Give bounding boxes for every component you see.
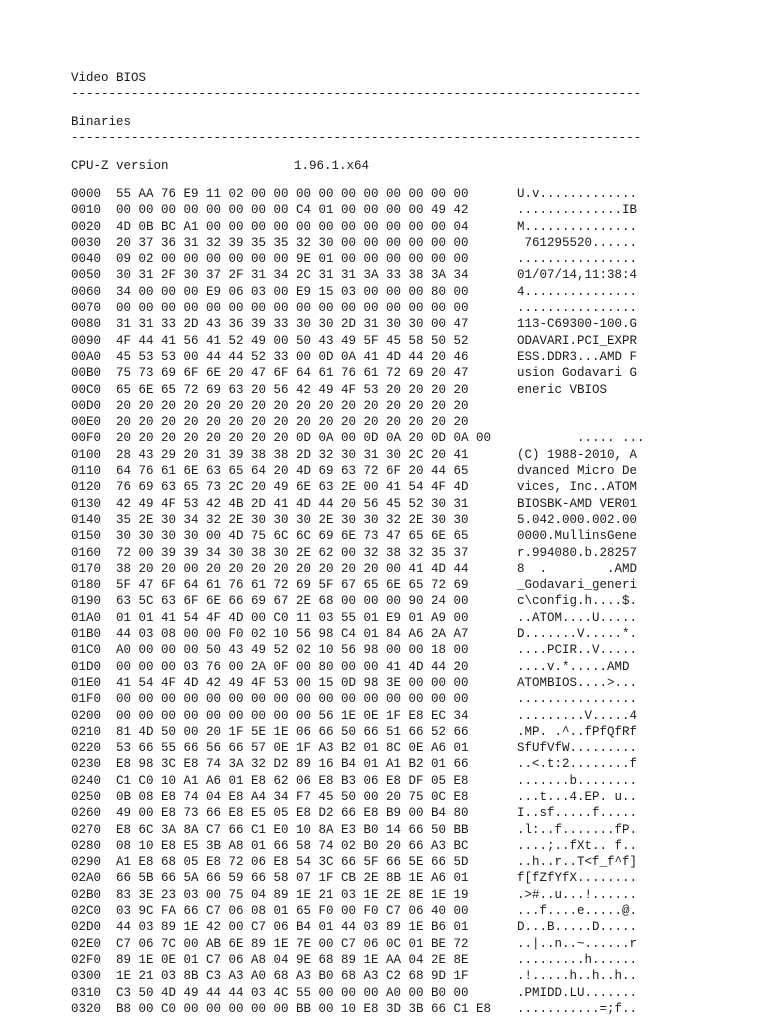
- hex-address: 01F0: [71, 692, 102, 707]
- hex-address: 0030: [71, 235, 102, 250]
- hex-row: [71, 251, 711, 267]
- hex-ascii: 0000.MullinsGene: [517, 529, 638, 544]
- hex-address: 0020: [71, 219, 102, 234]
- hex-address: 01B0: [71, 627, 102, 642]
- hex-address: 00C0: [71, 382, 102, 397]
- hex-row: [71, 398, 711, 414]
- hex-ascii: ..h..r..T<f_f^f]: [517, 855, 638, 870]
- hex-row: [71, 936, 711, 952]
- hex-ascii: [517, 414, 657, 430]
- hex-bytes: 49 00 E8 73 66 E8 E5 05 E8 D2 66 E8 B9 00 B4 80: [116, 806, 469, 821]
- hex-address: 0070: [71, 301, 102, 316]
- hex-row: [71, 740, 711, 756]
- hex-bytes: 31 31 33 2D 43 36 39 33 30 30 2D 31 30 30 00 47: [116, 317, 469, 332]
- hex-row: [71, 447, 711, 463]
- hex-address: 02D0: [71, 920, 102, 935]
- hex-row: [71, 479, 711, 495]
- hex-bytes: 00 00 00 00 00 00 00 00 00 00 00 00 00 00 00 00: [116, 692, 469, 707]
- hex-ascii: ................: [517, 252, 638, 267]
- hex-ascii: (C) 1988-2010, A: [517, 447, 638, 462]
- hex-ascii: f[fZfYfX........: [517, 871, 638, 886]
- hex-address: 01D0: [71, 659, 102, 674]
- hex-address: 0230: [71, 757, 102, 772]
- hex-address: 0180: [71, 578, 102, 593]
- hex-ascii: ....PCIR..V.....: [517, 643, 638, 658]
- hex-ascii: dvanced Micro De: [517, 464, 638, 479]
- hex-bytes: 5F 47 6F 64 61 76 61 72 69 5F 67 65 6E 65 72 69: [116, 578, 469, 593]
- hex-ascii: vices, Inc..ATOM: [517, 480, 638, 495]
- hex-bytes: 00 00 00 03 76 00 2A 0F 00 80 00 00 41 4D 44 20: [116, 659, 469, 674]
- hex-ascii: ATOMBIOS....>...: [517, 675, 638, 690]
- hex-bytes: 55 AA 76 E9 11 02 00 00 00 00 00 00 00 00 00 00: [116, 187, 469, 201]
- hex-address: 0210: [71, 724, 102, 739]
- hex-bytes: 75 73 69 6F 6E 20 47 6F 64 61 76 61 72 69 20 47: [116, 366, 469, 381]
- hex-bytes: A0 00 00 00 50 43 49 52 02 10 56 98 00 00 18 00: [116, 643, 469, 658]
- hex-row: [71, 349, 711, 365]
- hex-bytes: 01 01 41 54 4F 4D 00 C0 11 03 55 01 E9 01 A9 00: [116, 610, 469, 625]
- hex-ascii: _Godavari_generi: [517, 578, 638, 593]
- hex-address: 0200: [71, 708, 102, 723]
- hex-row: [71, 545, 711, 561]
- hex-ascii: ESS.DDR3...AMD F: [517, 349, 638, 364]
- hex-address: 02E0: [71, 936, 102, 951]
- hex-bytes: 00 00 00 00 00 00 00 00 C4 01 00 00 00 00 49 42: [116, 203, 469, 218]
- hex-row: [71, 805, 711, 821]
- hex-ascii: r.994080.b.28257: [517, 545, 638, 560]
- hex-row: [71, 267, 711, 283]
- hex-bytes: 09 02 00 00 00 00 00 00 9E 01 00 00 00 00 00 00: [116, 252, 469, 267]
- hex-ascii: .!.....h..h..h..: [517, 969, 638, 984]
- hex-address: 0170: [71, 561, 102, 576]
- hex-row: [71, 382, 711, 398]
- hex-address: 0040: [71, 252, 102, 267]
- hex-ascii: 01/07/14,11:38:4: [517, 268, 638, 283]
- hex-address: 0260: [71, 806, 102, 821]
- hex-row: [71, 365, 711, 381]
- hex-ascii: ..<.t:2........f: [517, 757, 638, 772]
- hex-ascii: ................: [517, 692, 638, 707]
- hex-row: [71, 691, 711, 707]
- hex-row: [71, 316, 711, 332]
- hex-ascii: ...........=;f..: [517, 1001, 638, 1016]
- hex-ascii: .l:..f.......fP.: [517, 822, 638, 837]
- hex-bytes: 28 43 29 20 31 39 38 38 2D 32 30 31 30 2C 20 41: [116, 447, 469, 462]
- hex-address: 0100: [71, 447, 102, 462]
- hex-row: [71, 952, 711, 968]
- hex-bytes: 64 76 61 6E 63 65 64 20 4D 69 63 72 6F 20 44 65: [116, 464, 469, 479]
- cpuz-version-row: [71, 158, 711, 174]
- hex-bytes: C3 50 4D 49 44 44 03 4C 55 00 00 00 A0 00 B0 00: [116, 985, 469, 1000]
- hex-address: 0050: [71, 268, 102, 283]
- hex-bytes: 03 9C FA 66 C7 06 08 01 65 F0 00 F0 C7 06 40 00: [116, 904, 469, 919]
- section-rule: ----------------------------------------------------------------------------: [71, 87, 642, 101]
- hex-bytes: 30 31 2F 30 37 2F 31 34 2C 31 31 3A 33 38 3A 34: [116, 268, 469, 283]
- hex-bytes: 20 20 20 20 20 20 20 20 0D 0A 00 0D 0A 20 0D 0A 00: [116, 431, 492, 446]
- hex-ascii: .>#..u...!......: [517, 887, 638, 902]
- hex-address: 01A0: [71, 610, 102, 625]
- hex-bytes: B8 00 C0 00 00 00 00 00 BB 00 10 E8 3D 3B 66 C1 E8: [116, 1001, 492, 1016]
- hex-bytes: 63 5C 63 6F 6E 66 69 67 2E 68 00 00 00 90 24 00: [116, 594, 469, 609]
- hex-address: 0290: [71, 855, 102, 870]
- hex-ascii: 4...............: [517, 284, 638, 299]
- hex-bytes: 00 00 00 00 00 00 00 00 00 56 1E 0E 1F E8 EC 34: [116, 708, 469, 723]
- hex-address: 0270: [71, 822, 102, 837]
- hex-bytes: 42 49 4F 53 42 4B 2D 41 4D 44 20 56 45 52 30 31: [116, 496, 469, 511]
- hex-address: 0320: [71, 1001, 102, 1016]
- hex-address: 01E0: [71, 675, 102, 690]
- hex-address: 0300: [71, 969, 102, 984]
- hex-bytes: 81 4D 50 00 20 1F 5E 1E 06 66 50 66 51 66 52 66: [116, 724, 469, 739]
- hex-bytes: 20 20 20 20 20 20 20 20 20 20 20 20 20 20 20 20: [116, 398, 469, 413]
- hex-ascii: ....v.*.....AMD: [517, 659, 638, 674]
- hex-address: 0120: [71, 480, 102, 495]
- hex-row: [71, 724, 711, 740]
- hex-ascii: 8 . .AMD: [517, 561, 638, 576]
- hex-row: [71, 577, 711, 593]
- hex-ascii: ...t...4.EP. u..: [517, 789, 638, 804]
- hex-ascii: M...............: [517, 219, 638, 234]
- hex-row: [71, 284, 711, 300]
- hex-row: [71, 512, 711, 528]
- hex-row: [71, 985, 711, 1001]
- hex-ascii: 5.042.000.002.00: [517, 512, 638, 527]
- hex-bytes: 44 03 08 00 00 F0 02 10 56 98 C4 01 84 A6 2A A7: [116, 627, 469, 642]
- hex-address: 0310: [71, 985, 102, 1000]
- hex-bytes: 76 69 63 65 73 2C 20 49 6E 63 2E 00 41 54 4F 4D: [116, 480, 469, 495]
- hex-ascii: .........V.....4: [517, 708, 638, 723]
- hex-ascii: .........h......: [517, 952, 638, 967]
- hex-ascii: SfUfVfW.........: [517, 741, 638, 756]
- document-page: [71, 70, 711, 1017]
- hex-address: 0130: [71, 496, 102, 511]
- hex-bytes: 41 54 4F 4D 42 49 4F 53 00 15 0D 98 3E 00 00 00: [116, 675, 469, 690]
- hex-row: [71, 528, 711, 544]
- hex-address: 02C0: [71, 904, 102, 919]
- hex-bytes: 4D 0B BC A1 00 00 00 00 00 00 00 00 00 00 00 04: [116, 219, 469, 234]
- hex-row: [71, 333, 711, 349]
- hex-row: [71, 186, 711, 202]
- hex-row: [71, 496, 711, 512]
- hex-row: [71, 202, 711, 218]
- hex-address: 0280: [71, 838, 102, 853]
- hex-dump: [71, 186, 711, 1017]
- hex-bytes: E8 6C 3A 8A C7 66 C1 E0 10 8A E3 B0 14 66 50 BB: [116, 822, 469, 837]
- hex-row: [71, 789, 711, 805]
- hex-address: 0140: [71, 512, 102, 527]
- hex-ascii: I..sf.....f.....: [517, 806, 638, 821]
- hex-ascii: ................: [517, 301, 638, 316]
- hex-bytes: 20 20 20 20 20 20 20 20 20 20 20 20 20 20 20 20: [116, 415, 469, 430]
- hex-address: 0110: [71, 464, 102, 479]
- hex-ascii: ..... ...: [517, 431, 645, 446]
- hex-ascii: ODAVARI.PCI_EXPR: [517, 333, 638, 348]
- hex-address: 0150: [71, 529, 102, 544]
- hex-row: [71, 463, 711, 479]
- hex-bytes: 0B 08 E8 74 04 E8 A4 34 F7 45 50 00 20 75 0C E8: [116, 789, 469, 804]
- hex-ascii: ..............IB: [517, 203, 638, 218]
- hex-address: 0190: [71, 594, 102, 609]
- hex-bytes: A1 E8 68 05 E8 72 06 E8 54 3C 66 5F 66 5E 66 5D: [116, 855, 469, 870]
- hex-row: [71, 887, 711, 903]
- hex-ascii: .......b........: [517, 773, 638, 788]
- hex-row: [71, 561, 711, 577]
- hex-row: [71, 610, 711, 626]
- cpuz-version-value: 1.96.1.x64: [294, 159, 370, 173]
- hex-bytes: 45 53 53 00 44 44 52 33 00 0D 0A 41 4D 44 20 46: [116, 349, 469, 364]
- hex-row: [71, 675, 711, 691]
- hex-ascii: ..ATOM....U.....: [517, 610, 638, 625]
- hex-address: 00B0: [71, 366, 102, 381]
- hex-address: 01C0: [71, 643, 102, 658]
- hex-row: [71, 414, 711, 430]
- hex-address: 0000: [71, 187, 102, 201]
- hex-bytes: 44 03 89 1E 42 00 C7 06 B4 01 44 03 89 1E B6 01: [116, 920, 469, 935]
- hex-address: 0060: [71, 284, 102, 299]
- hex-address: 0010: [71, 203, 102, 218]
- hex-ascii: eneric VBIOS: [517, 382, 608, 397]
- section-rule: ----------------------------------------------------------------------------: [71, 131, 642, 145]
- hex-address: 0250: [71, 789, 102, 804]
- hex-row: [71, 659, 711, 675]
- hex-bytes: C7 06 7C 00 AB 6E 89 1E 7E 00 C7 06 0C 01 BE 72: [116, 936, 469, 951]
- hex-bytes: 30 30 30 30 00 4D 75 6C 6C 69 6E 73 47 65 6E 65: [116, 529, 469, 544]
- hex-row: [71, 300, 711, 316]
- hex-row: [71, 838, 711, 854]
- hex-bytes: 35 2E 30 34 32 2E 30 30 30 2E 30 30 32 2E 30 30: [116, 512, 469, 527]
- hex-bytes: 65 6E 65 72 69 63 20 56 42 49 4F 53 20 20 20 20: [116, 382, 469, 397]
- hex-bytes: 72 00 39 39 34 30 38 30 2E 62 00 32 38 32 35 37: [116, 545, 469, 560]
- hex-bytes: 00 00 00 00 00 00 00 00 00 00 00 00 00 00 00 00: [116, 301, 469, 316]
- hex-bytes: 53 66 55 66 56 66 57 0E 1F A3 B2 01 8C 0E A6 01: [116, 741, 469, 756]
- hex-row: [71, 642, 711, 658]
- hex-address: 00A0: [71, 349, 102, 364]
- hex-address: 02B0: [71, 887, 102, 902]
- hex-row: [71, 903, 711, 919]
- hex-ascii: [517, 398, 657, 414]
- hex-address: 0080: [71, 317, 102, 332]
- hex-row: [71, 1001, 711, 1017]
- hex-row: [71, 919, 711, 935]
- hex-row: [71, 870, 711, 886]
- hex-ascii: D.......V.....*.: [517, 627, 638, 642]
- hex-ascii: .PMIDD.LU.......: [517, 985, 638, 1000]
- hex-address: 00F0: [71, 431, 102, 446]
- hex-address: 02A0: [71, 871, 102, 886]
- hex-bytes: 89 1E 0E 01 C7 06 A8 04 9E 68 89 1E AA 04 2E 8E: [116, 952, 469, 967]
- hex-ascii: ....;..fXt.. f..: [517, 838, 638, 853]
- hex-row: [71, 235, 711, 251]
- hex-address: 0240: [71, 773, 102, 788]
- hex-row: [71, 756, 711, 772]
- hex-bytes: 1E 21 03 8B C3 A3 A0 68 A3 B0 68 A3 C2 68 9D 1F: [116, 969, 469, 984]
- cpuz-version-label: CPU-Z version: [71, 159, 169, 173]
- hex-ascii: 761295520......: [517, 235, 638, 250]
- hex-bytes: 4F 44 41 56 41 52 49 00 50 43 49 5F 45 58 50 52: [116, 333, 469, 348]
- hex-bytes: 38 20 20 00 20 20 20 20 20 20 20 20 00 41 4D 44: [116, 561, 469, 576]
- hex-row: [71, 593, 711, 609]
- hex-ascii: c\config.h....$.: [517, 594, 638, 609]
- hex-address: 00D0: [71, 398, 102, 413]
- hex-row: [71, 968, 711, 984]
- hex-ascii: .MP. .^..fPfQfRf: [517, 724, 638, 739]
- hex-bytes: 08 10 E8 E5 3B A8 01 66 58 74 02 B0 20 66 A3 BC: [116, 838, 469, 853]
- hex-ascii: BIOSBK-AMD VER01: [517, 496, 638, 511]
- section-title-video-bios: Video BIOS: [71, 71, 147, 85]
- hex-address: 0220: [71, 741, 102, 756]
- hex-row: [71, 822, 711, 838]
- hex-row: [71, 854, 711, 870]
- hex-row: [71, 773, 711, 789]
- hex-bytes: 66 5B 66 5A 66 59 66 58 07 1F CB 2E 8B 1E A6 01: [116, 871, 469, 886]
- hex-bytes: C1 C0 10 A1 A6 01 E8 62 06 E8 B3 06 E8 DF 05 E8: [116, 773, 469, 788]
- hex-bytes: E8 98 3C E8 74 3A 32 D2 89 16 B4 01 A1 B2 01 66: [116, 757, 469, 772]
- hex-row: [71, 219, 711, 235]
- hex-address: 00E0: [71, 415, 102, 430]
- hex-bytes: 20 37 36 31 32 39 35 35 32 30 00 00 00 00 00 00: [116, 235, 469, 250]
- hex-ascii: U.v.............: [517, 187, 638, 201]
- hex-address: 0090: [71, 333, 102, 348]
- hex-ascii: usion Godavari G: [517, 366, 638, 381]
- hex-row: [71, 430, 711, 446]
- hex-row: [71, 708, 711, 724]
- section-title-binaries: Binaries: [71, 115, 132, 129]
- hex-row: [71, 626, 711, 642]
- hex-ascii: D...B.....D.....: [517, 920, 638, 935]
- hex-ascii: 113-C69300-100.G: [517, 317, 638, 332]
- hex-bytes: 34 00 00 00 E9 06 03 00 E9 15 03 00 00 00 80 00: [116, 284, 469, 299]
- hex-ascii: ...f....e.....@.: [517, 904, 638, 919]
- hex-address: 02F0: [71, 952, 102, 967]
- hex-address: 0160: [71, 545, 102, 560]
- hex-bytes: 83 3E 23 03 00 75 04 89 1E 21 03 1E 2E 8E 1E 19: [116, 887, 469, 902]
- hex-ascii: ..|..n..~......r: [517, 936, 638, 951]
